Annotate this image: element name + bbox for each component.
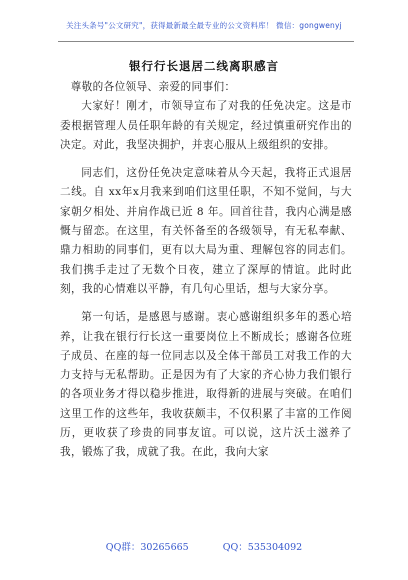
document-title: 银行行长退居二线离职感言 — [129, 59, 279, 73]
footer-contact — [0, 539, 408, 553]
footer-qq-group: QQ群：30265665 — [105, 542, 189, 553]
header-divider — [58, 41, 354, 42]
paragraph-3: 第一句话，是感恩与感谢。衷心感谢组织多年的悉心培养，让我在银行行长这一重要岗位上不断成长；感谢各位班子成员、在座的每一位同志以及全体干部员工对我工作的大力支持与无私帮助。正是因为有了大家的齐心协力我们银行的各项业务才得以稳步推进，取得新的进展与突破。在咱们这里工作的这些年，我收获颇丰，不仅积累了丰富的工作阅历，更收获了珍贵的同事友谊。可以说，这片沃土滋养了我，锻炼了我，成就了我。在此，我向大家 — [60, 311, 352, 459]
paragraph-1: 大家好！刚才，市领导宣布了对我的任免决定。这是市委根据管理人员任职年龄的有关规定，经过慎重研究作出的决定。对此，我坚决拥护，并衷心服从上级组织的安排。 — [60, 100, 352, 151]
document-body — [60, 78, 352, 472]
paragraph-2: 同志们，这份任免决定意味着从今天起，我将正式退居二线。自 xx年x月我来到咱们这里任职，不知不觉间，与大家朝夕相处、并肩作战已近 8 年。回首往昔，我内心满是感慨与留恋。在这里，有关怀备至的各级领导，有无私奉献、鼎力相助的同事们，更有以大局为重、理解包容的同志们。我们携手走过了无数个日夜，建立了深厚的情谊。此时此刻，我的心情难以平静，有几句心里话，想与大家分享。 — [60, 167, 352, 295]
footer-qq: QQ：535304092 — [222, 542, 303, 553]
header-banner: 关注头条号"公文研究"，获得最新最全最专业的公文资料库！ 微信：gongwenyj — [66, 21, 342, 30]
salutation: 尊敬的各位领导、亲爱的同事们： — [70, 81, 236, 93]
